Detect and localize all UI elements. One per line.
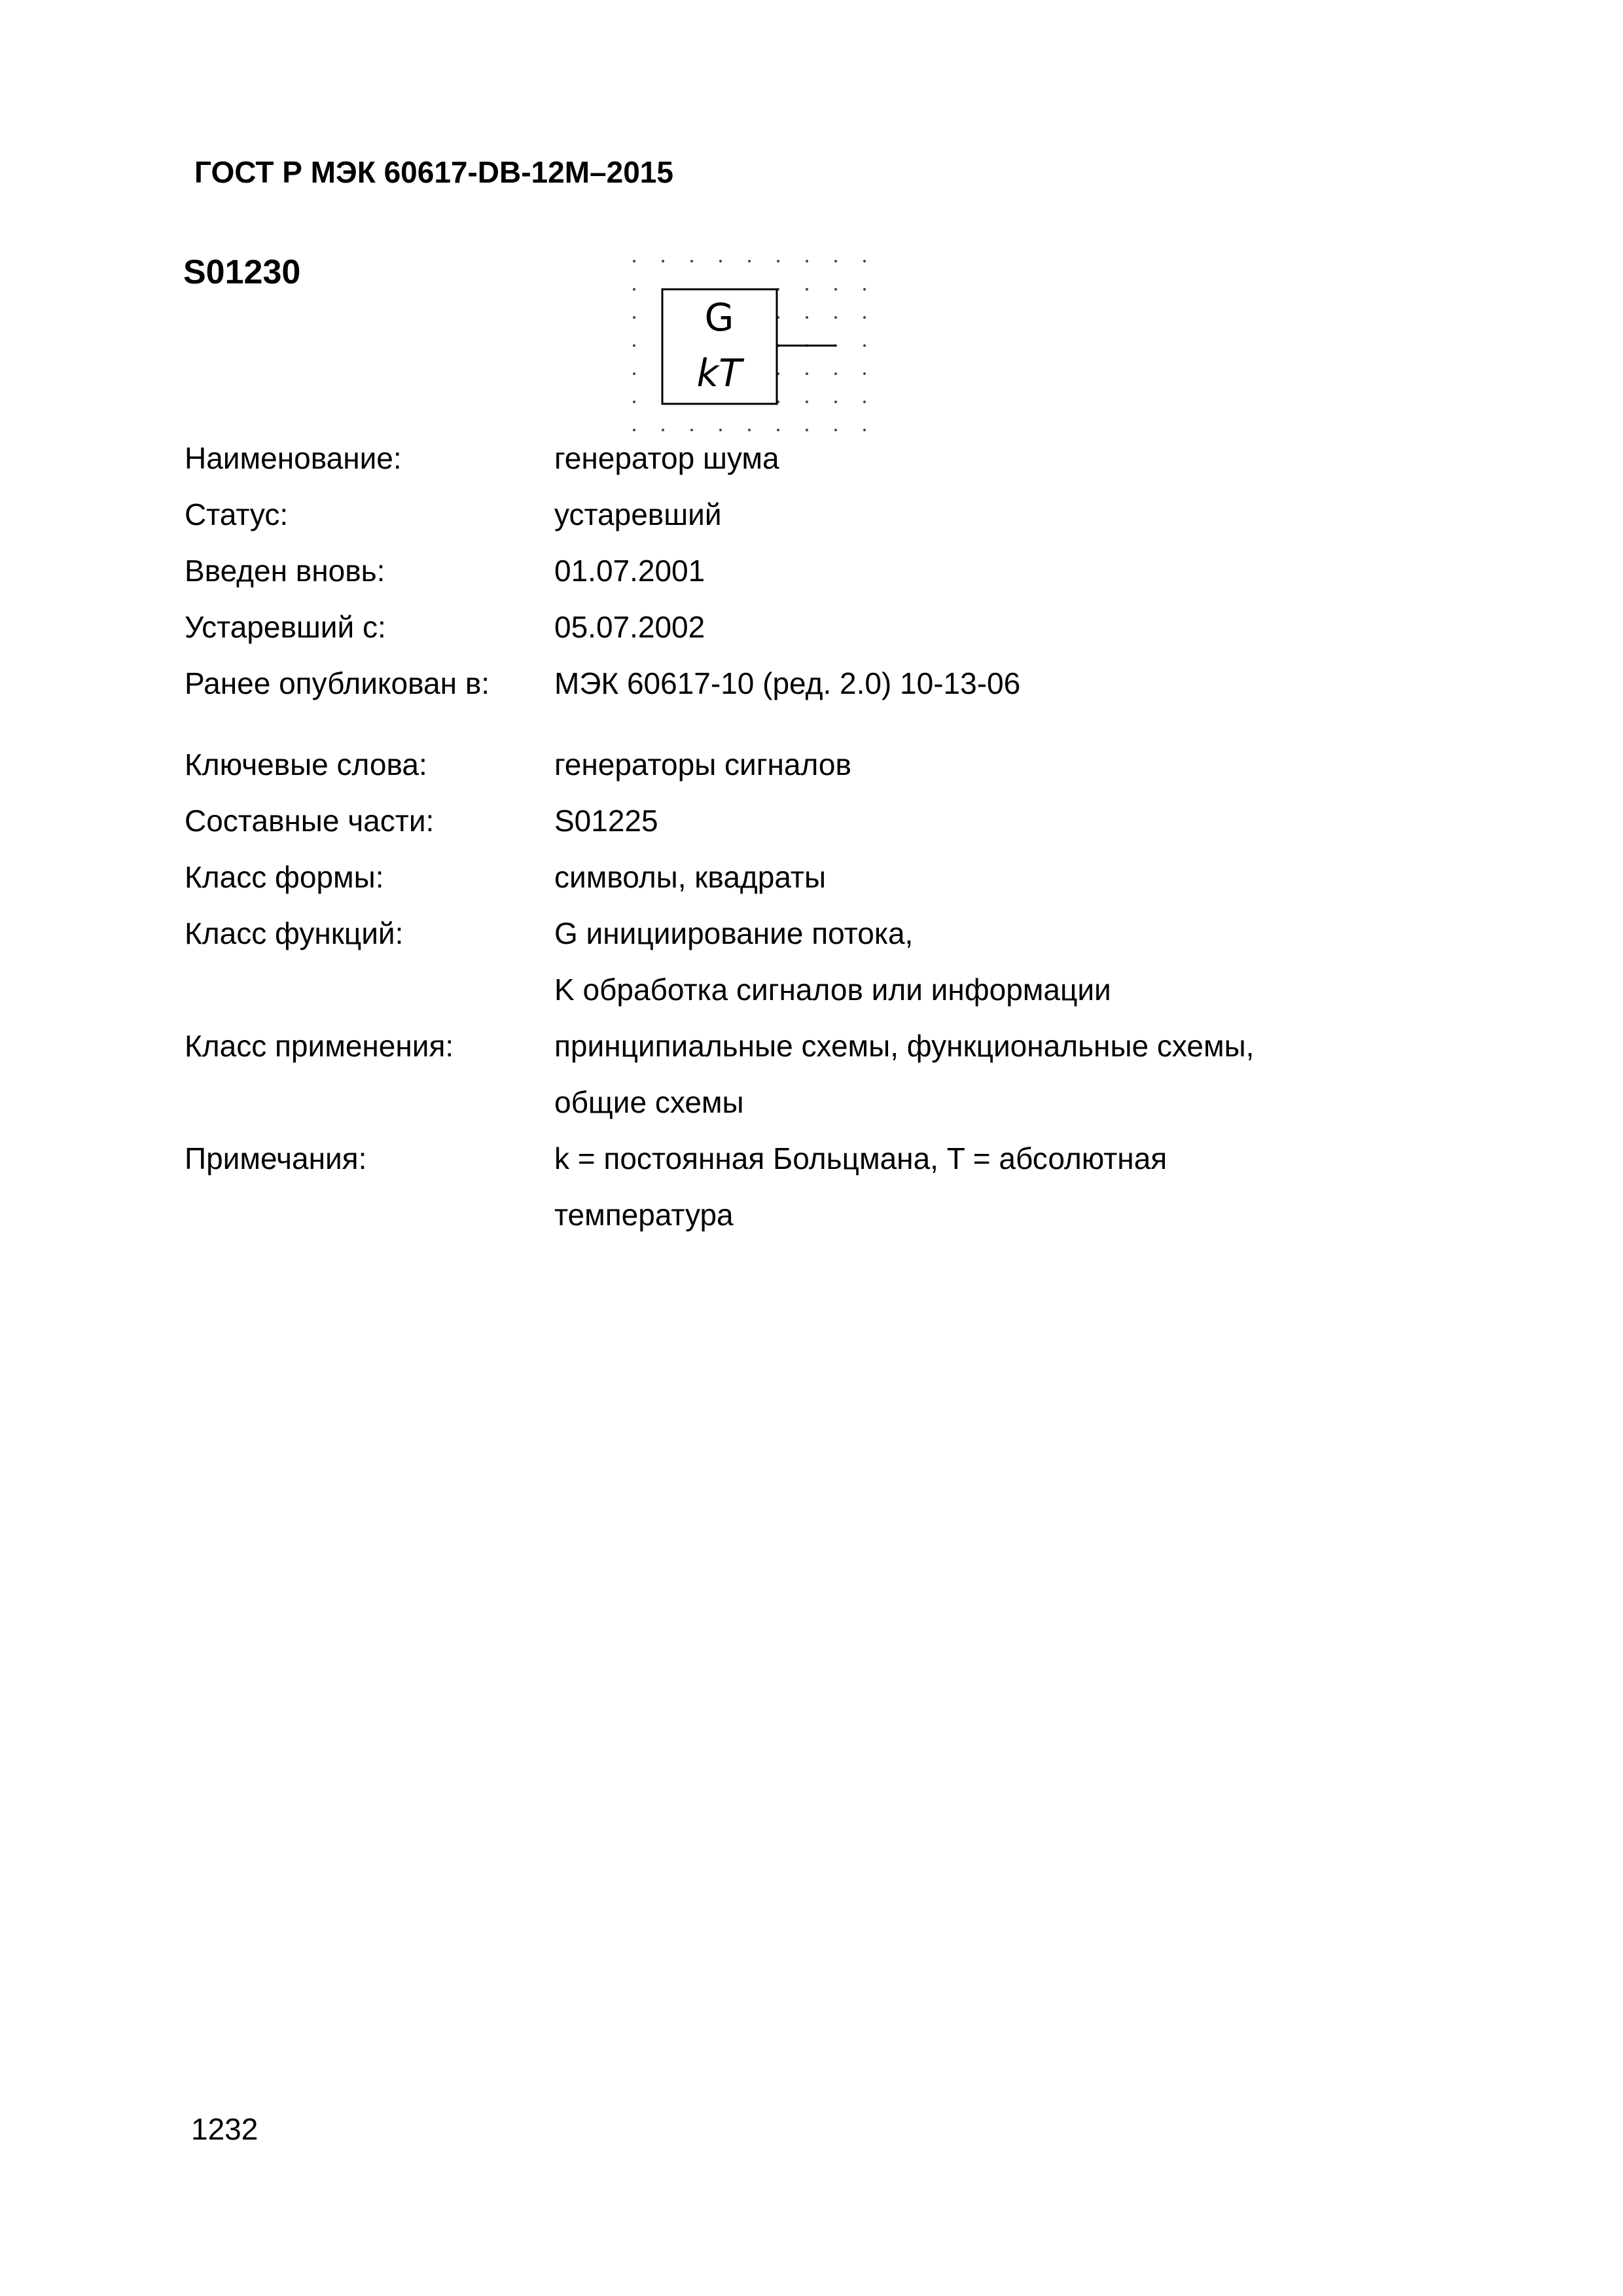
symbol-letter-kt: kT (696, 351, 742, 395)
grid-dot (834, 429, 837, 431)
grid-dot (777, 260, 779, 262)
grid-dot (863, 288, 866, 291)
symbol-graphic (625, 252, 880, 439)
grid-dot (806, 260, 808, 262)
field-value: МЭК 60617-10 (ред. 2.0) 10-13-06 (554, 666, 1021, 700)
grid-dot (806, 401, 808, 403)
field-label: Ранее опубликован в: (185, 666, 490, 700)
grid-dot (806, 372, 808, 375)
grid-dot (633, 401, 635, 403)
grid-dot (806, 288, 808, 291)
grid-dot (834, 372, 837, 375)
page-number: 1232 (191, 2112, 259, 2146)
field-value: S01225 (554, 804, 658, 838)
grid-dot (863, 401, 866, 403)
field-label: Класс функций: (185, 916, 404, 950)
grid-dot (863, 372, 866, 375)
grid-dot (834, 401, 837, 403)
field-value: k = постоянная Больцмана, T = абсолютная (554, 1141, 1168, 1175)
grid-dot (863, 260, 866, 262)
symbol-code: S01230 (183, 253, 301, 291)
field-value-continuation: температура (554, 1198, 734, 1232)
field-value: генераторы сигналов (554, 747, 851, 781)
grid-dot (863, 316, 866, 319)
grid-dot (863, 344, 866, 347)
field-value: G инициирование потока, (554, 916, 914, 950)
grid-dot (806, 429, 808, 431)
grid-dot (863, 429, 866, 431)
grid-dot (690, 260, 693, 262)
grid-dot (834, 260, 837, 262)
grid-dot (633, 260, 635, 262)
grid-dot (690, 429, 693, 431)
field-label: Введен вновь: (185, 554, 385, 588)
grid-dot (633, 288, 635, 291)
document-header: ГОСТ Р МЭК 60617-DB-12M–2015 (194, 155, 673, 189)
grid-dot (806, 316, 808, 319)
field-label: Статус: (185, 497, 289, 531)
grid-dot (633, 316, 635, 319)
grid-dot (633, 429, 635, 431)
grid-dot (719, 429, 722, 431)
field-label: Ключевые слова: (185, 747, 427, 781)
field-label: Класс формы: (185, 860, 384, 894)
grid-dot (748, 260, 751, 262)
field-label: Устаревший с: (185, 610, 386, 644)
field-label: Класс применения: (185, 1029, 454, 1063)
field-value: принципиальные схемы, функциональные схемы, (554, 1029, 1255, 1063)
grid-dot (662, 429, 664, 431)
grid-dot (777, 429, 779, 431)
field-label: Составные части: (185, 804, 435, 838)
grid-dot (719, 260, 722, 262)
symbol-letter-g: G (704, 295, 734, 340)
grid-dot (662, 260, 664, 262)
field-value: генератор шума (554, 441, 779, 475)
field-label: Примечания: (185, 1141, 367, 1175)
grid-dot (834, 316, 837, 319)
field-value: 01.07.2001 (554, 554, 705, 588)
field-value: устаревший (554, 497, 722, 531)
grid-dot (834, 288, 837, 291)
grid-dot (633, 344, 635, 347)
grid-dot (748, 429, 751, 431)
field-value: символы, квадраты (554, 860, 827, 894)
field-value-continuation: общие схемы (554, 1085, 744, 1119)
grid-dot (633, 372, 635, 375)
field-value-continuation: K обработка сигналов или информации (554, 973, 1111, 1007)
field-value: 05.07.2002 (554, 610, 705, 644)
field-label: Наименование: (185, 441, 402, 475)
